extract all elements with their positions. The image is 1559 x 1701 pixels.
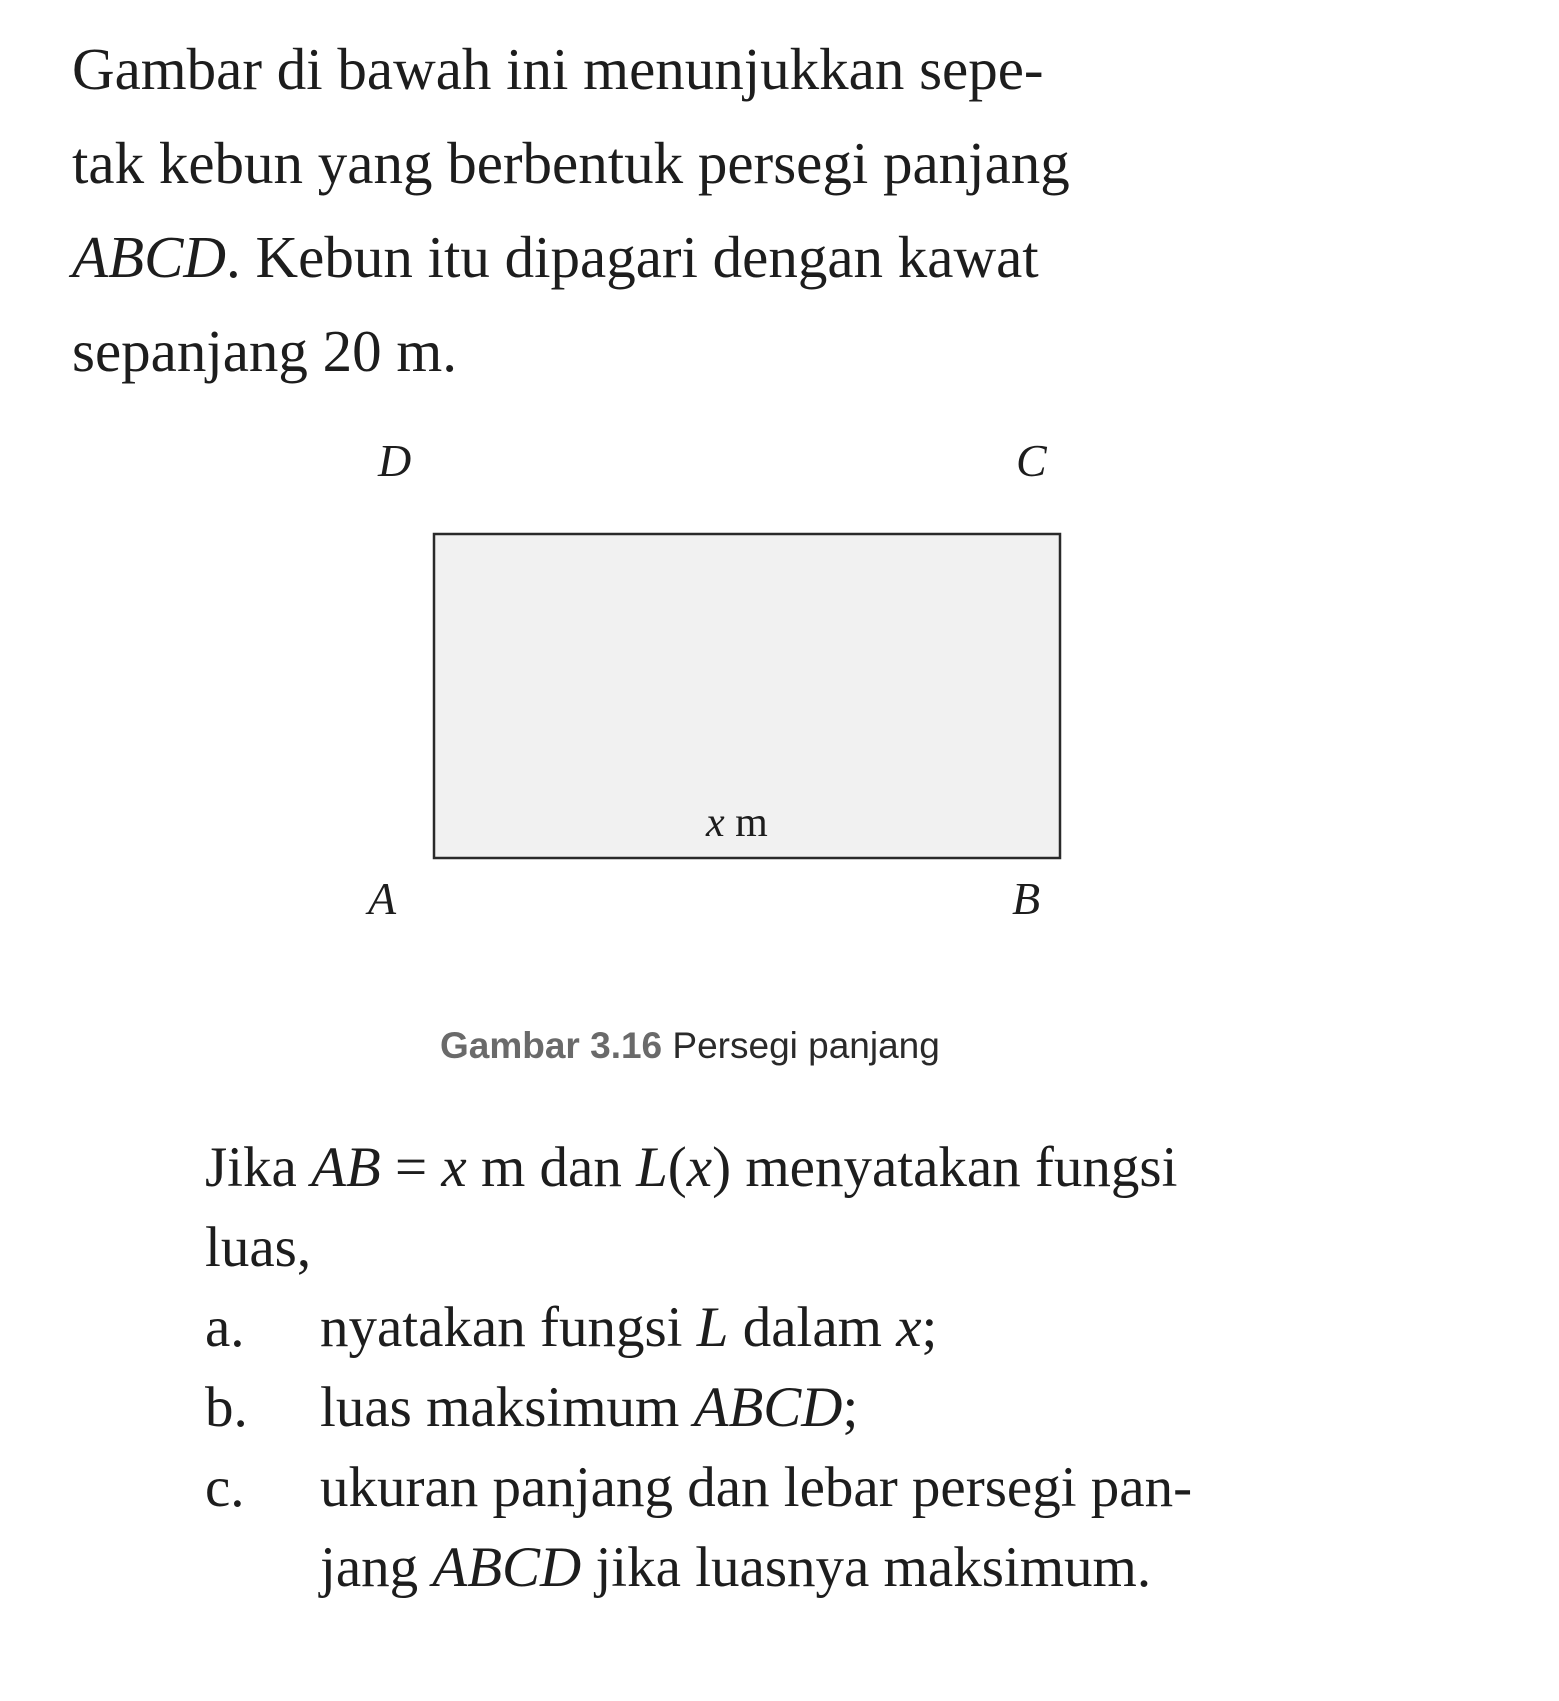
intro-line-1: Gambar di bawah ini menunjukkan sepe-	[72, 36, 1044, 102]
item-text-c	[320, 1448, 1505, 1608]
vertex-label-b: B	[1012, 873, 1041, 924]
item-a-var-x: x	[896, 1296, 922, 1359]
problem-intro	[72, 22, 1492, 398]
item-marker-c: c.	[205, 1456, 245, 1519]
rectangle-figure	[368, 435, 1160, 960]
question-jika: Jika	[205, 1136, 312, 1199]
question-items	[205, 1288, 1505, 1608]
item-a-pre: nyatakan fungsi	[320, 1296, 697, 1359]
caption-text: Persegi panjang	[662, 1025, 940, 1066]
question-m-dan: m dan	[466, 1136, 637, 1199]
vertex-label-c: C	[1016, 435, 1047, 486]
intro-line-3-text: . Kebun itu dipagari dengan kawat	[226, 224, 1039, 290]
intro-line-3	[72, 210, 1492, 304]
item-text-a	[320, 1288, 1505, 1368]
question-stem	[205, 1128, 1505, 1288]
rectangle-diagram	[368, 435, 1160, 960]
question-rest: menyatakan fungsi	[731, 1136, 1178, 1199]
vertex-label-d: D	[378, 435, 412, 486]
question-x: x	[441, 1136, 467, 1199]
list-item	[205, 1288, 1505, 1368]
item-a-mid: dalam	[728, 1296, 897, 1359]
item-marker-b: b.	[205, 1376, 248, 1439]
caption-label: Gambar 3.16	[440, 1025, 663, 1066]
list-item	[205, 1448, 1505, 1608]
item-b-post: ;	[842, 1376, 859, 1439]
question-line-1	[205, 1128, 1505, 1208]
item-c-post: jika luasnya maksimum.	[581, 1536, 1152, 1599]
item-c-var: ABCD	[432, 1536, 582, 1599]
item-c-line-1: ukuran panjang dan lebar persegi pan-	[320, 1456, 1193, 1519]
item-b-var: ABCD	[693, 1376, 843, 1439]
question-paren-open: (	[667, 1136, 687, 1199]
item-c-pre: jang	[320, 1536, 433, 1599]
vertex-label-a: A	[368, 873, 397, 924]
abcd-label: ABCD	[72, 224, 227, 290]
item-text-b	[320, 1368, 1505, 1448]
figure-caption	[440, 1025, 940, 1067]
item-c-line-2	[320, 1528, 1505, 1608]
list-item	[205, 1368, 1505, 1448]
side-ab-variable: x	[706, 800, 725, 846]
item-a-var-L: L	[696, 1296, 729, 1359]
side-ab-unit: m	[724, 800, 768, 846]
question-line-2: luas,	[205, 1216, 312, 1279]
intro-line-2: tak kebun yang berbentuk persegi panjang	[72, 130, 1070, 196]
question-equals: =	[380, 1136, 442, 1199]
item-marker-a: a.	[205, 1296, 245, 1359]
intro-line-4: sepanjang 20 m.	[72, 318, 458, 384]
question-ab: AB	[311, 1136, 381, 1199]
item-a-post: ;	[921, 1296, 938, 1359]
side-ab-label	[705, 800, 768, 846]
question-paren-close: )	[712, 1136, 732, 1199]
question-x-arg: x	[686, 1136, 713, 1199]
item-b-pre: luas maksimum	[320, 1376, 694, 1439]
question-L: L	[636, 1136, 668, 1199]
